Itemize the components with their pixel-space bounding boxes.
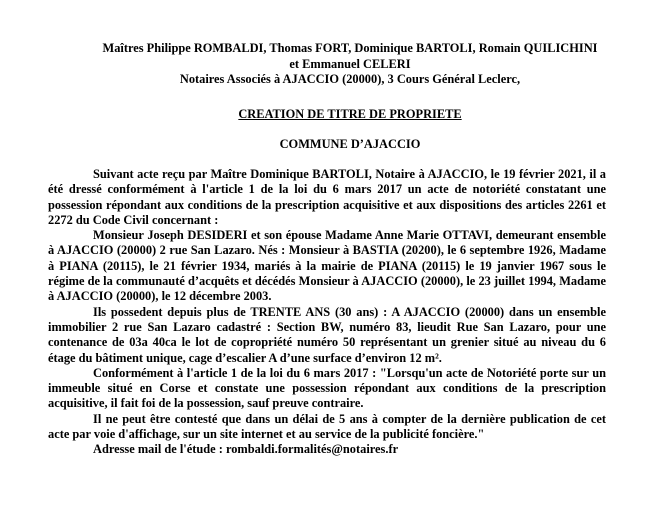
paragraph-owners: Monsieur Joseph DESIDERI et son épouse Madame Anne Marie OTTAVI, demeurant ensemble à AJACCIO (20000) 2 rue San Lazaro. Nés : Monsieur à BASTIA (20200), le 6 septembre 1926, Madame à PIANA (20115), le 21 février 1934, mariés à la mairie de PIANA (20115) le 19 janvier 1967 sous le régime de la communauté d’acquêts et décédés Monsieur à AJACCIO (20000), le 23 juillet 1994, Madame à AJACCIO (20000), le 12 décembre 2003. bbox=[48, 228, 606, 304]
notary-names: Maîtres Philippe ROMBALDI, Thomas FORT, Dominique BARTOLI, Romain QUILICHINI et Emmanuel CELERI bbox=[102, 41, 598, 71]
paragraph-email: Adresse mail de l'étude : rombaldi.formalités@notaires.fr bbox=[93, 442, 399, 457]
commune-heading: COMMUNE D’AJACCIO bbox=[279, 137, 421, 151]
paragraph-contest: Il ne peut être contesté que dans un délai de 5 ans à compter de la dernière publication de cet acte par voie d'affichage, sur un site internet et au service de la publicité foncière." bbox=[48, 411, 606, 442]
paragraph-property: Ils possedent depuis plus de TRENTE ANS (30 ans) : A AJACCIO (20000) dans un ensemble immobilier 2 rue San Lazaro cadastré : Section BW, numéro 83, lieudit Rue San Lazaro, pour une contenance de 03a 40ca le lot de copropriété numéro 50 représentant un grenier situé au niveau du 6 étage du bâtiment unique, cage d’escalier A d’une surface d’environ 12 m². bbox=[48, 304, 606, 365]
paragraph-law: Conformément à l'article 1 de la loi du 6 mars 2017 : "Lorsqu'un acte de Notoriété porte sur un immeuble situé en Corse et constate une possession répondant aux conditions de la prescription acquisitive, il fait foi de la possession, sauf preuve contraire. bbox=[48, 365, 606, 411]
notary-header bbox=[100, 41, 600, 88]
notary-address: Notaires Associés à AJACCIO (20000), 3 Cours Général Leclerc, bbox=[179, 72, 521, 86]
paragraph-act: Suivant acte reçu par Maître Dominique BARTOLI, Notaire à AJACCIO, le 19 février 2021, il a été dressé conformément à l'article 1 de la loi du 6 mars 2017 un acte de notoriété constatant une possession répondant aux conditions de la prescription acquisitive et aux dispositions des articles 2261 et 2272 du Code Civil concernant : bbox=[48, 167, 606, 227]
notice-body bbox=[48, 167, 606, 458]
notice-title: CREATION DE TITRE DE PROPRIETE bbox=[238, 107, 462, 121]
